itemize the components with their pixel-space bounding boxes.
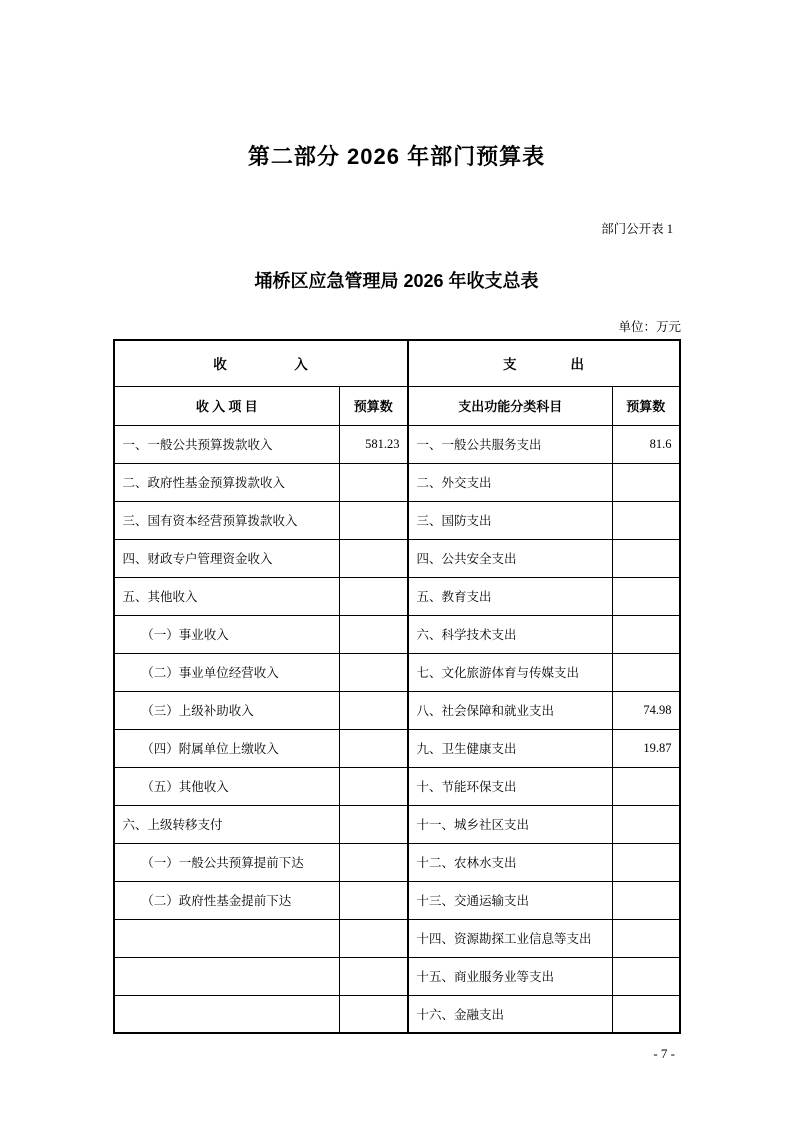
expenditure-item-cell: 十五、商业服务业等支出 (408, 957, 613, 995)
expenditure-section-header: 支 出 (408, 340, 680, 386)
part-title: 第二部分 2026 年部门预算表 (247, 144, 546, 169)
income-budget-header: 预算数 (340, 386, 408, 425)
income-item-cell: （一）事业收入 (114, 615, 340, 653)
expenditure-item-cell: 十四、资源勘探工业信息等支出 (408, 919, 613, 957)
income-item-cell: （一）一般公共预算提前下达 (114, 843, 340, 881)
table-row (114, 805, 680, 843)
income-budget-cell (340, 463, 408, 501)
expenditure-budget-header: 预算数 (613, 386, 680, 425)
income-budget-cell (340, 691, 408, 729)
income-item-cell: （四）附属单位上缴收入 (114, 729, 340, 767)
expenditure-budget-cell (613, 957, 680, 995)
page-number: - 7 - (653, 1046, 675, 1061)
expenditure-item-cell: 八、社会保障和就业支出 (408, 691, 613, 729)
table-row (114, 767, 680, 805)
expenditure-budget-cell (613, 881, 680, 919)
income-item-cell (114, 957, 340, 995)
table-row (114, 995, 680, 1033)
table-row (114, 691, 680, 729)
income-item-cell: 二、政府性基金预算拨款收入 (114, 463, 340, 501)
table-row (114, 501, 680, 539)
expenditure-item-cell: 九、卫生健康支出 (408, 729, 613, 767)
expenditure-budget-cell (613, 843, 680, 881)
expenditure-item-cell: 二、外交支出 (408, 463, 613, 501)
expenditure-item-header: 支出功能分类科目 (408, 386, 613, 425)
expenditure-budget-cell (613, 767, 680, 805)
table-row (114, 957, 680, 995)
expenditure-budget-cell (613, 995, 680, 1033)
expenditure-budget-cell (613, 805, 680, 843)
table-row (114, 615, 680, 653)
income-item-cell: 四、财政专户管理资金收入 (114, 539, 340, 577)
income-item-cell: （二）政府性基金提前下达 (114, 881, 340, 919)
column-header-row (114, 386, 680, 425)
income-budget-cell (340, 615, 408, 653)
expenditure-item-cell: 十六、金融支出 (408, 995, 613, 1033)
expenditure-item-cell: 十一、城乡社区支出 (408, 805, 613, 843)
expenditure-item-cell: 十三、交通运输支出 (408, 881, 613, 919)
section-header-row (114, 340, 680, 386)
unit-note: 单位：万元 (618, 320, 681, 334)
expenditure-budget-cell: 74.98 (613, 691, 680, 729)
income-budget-cell (340, 501, 408, 539)
income-budget-cell (340, 577, 408, 615)
income-budget-cell (340, 843, 408, 881)
income-item-cell: （三）上级补助收入 (114, 691, 340, 729)
expenditure-item-cell: 一、一般公共服务支出 (408, 425, 613, 463)
income-item-cell (114, 995, 340, 1033)
table-row (114, 919, 680, 957)
expenditure-budget-cell: 19.87 (613, 729, 680, 767)
expenditure-budget-cell (613, 919, 680, 957)
expenditure-budget-cell (613, 653, 680, 691)
income-budget-cell (340, 919, 408, 957)
income-item-cell: 六、上级转移支付 (114, 805, 340, 843)
income-budget-cell (340, 539, 408, 577)
expenditure-item-cell: 三、国防支出 (408, 501, 613, 539)
income-budget-cell (340, 881, 408, 919)
expenditure-item-cell: 七、文化旅游体育与传媒支出 (408, 653, 613, 691)
expenditure-budget-cell (613, 615, 680, 653)
table-row (114, 463, 680, 501)
income-item-cell: 五、其他收入 (114, 577, 340, 615)
income-item-cell: 一、一般公共预算拨款收入 (114, 425, 340, 463)
income-item-cell: （二）事业单位经营收入 (114, 653, 340, 691)
table-row (114, 577, 680, 615)
income-budget-cell (340, 767, 408, 805)
income-budget-cell (340, 729, 408, 767)
expenditure-budget-cell (613, 577, 680, 615)
income-item-header: 收 入 项 目 (114, 386, 340, 425)
income-budget-cell (340, 653, 408, 691)
table-title: 埇桥区应急管理局 2026 年收支总表 (254, 271, 539, 291)
expenditure-budget-cell: 81.6 (613, 425, 680, 463)
budget-table (113, 339, 681, 1034)
income-budget-cell: 581.23 (340, 425, 408, 463)
expenditure-item-cell: 四、公共安全支出 (408, 539, 613, 577)
table-label: 部门公开表 1 (601, 222, 673, 236)
income-item-cell (114, 919, 340, 957)
income-budget-cell (340, 805, 408, 843)
income-budget-cell (340, 957, 408, 995)
expenditure-budget-cell (613, 501, 680, 539)
expenditure-budget-cell (613, 463, 680, 501)
income-budget-cell (340, 995, 408, 1033)
table-row (114, 653, 680, 691)
income-section-header: 收 入 (114, 340, 408, 386)
table-row (114, 843, 680, 881)
expenditure-item-cell: 十二、农林水支出 (408, 843, 613, 881)
income-item-cell: （五）其他收入 (114, 767, 340, 805)
table-row (114, 539, 680, 577)
table-row (114, 729, 680, 767)
expenditure-item-cell: 五、教育支出 (408, 577, 613, 615)
income-item-cell: 三、国有资本经营预算拨款收入 (114, 501, 340, 539)
expenditure-item-cell: 十、节能环保支出 (408, 767, 613, 805)
table-row (114, 881, 680, 919)
expenditure-budget-cell (613, 539, 680, 577)
table-row (114, 425, 680, 463)
expenditure-item-cell: 六、科学技术支出 (408, 615, 613, 653)
